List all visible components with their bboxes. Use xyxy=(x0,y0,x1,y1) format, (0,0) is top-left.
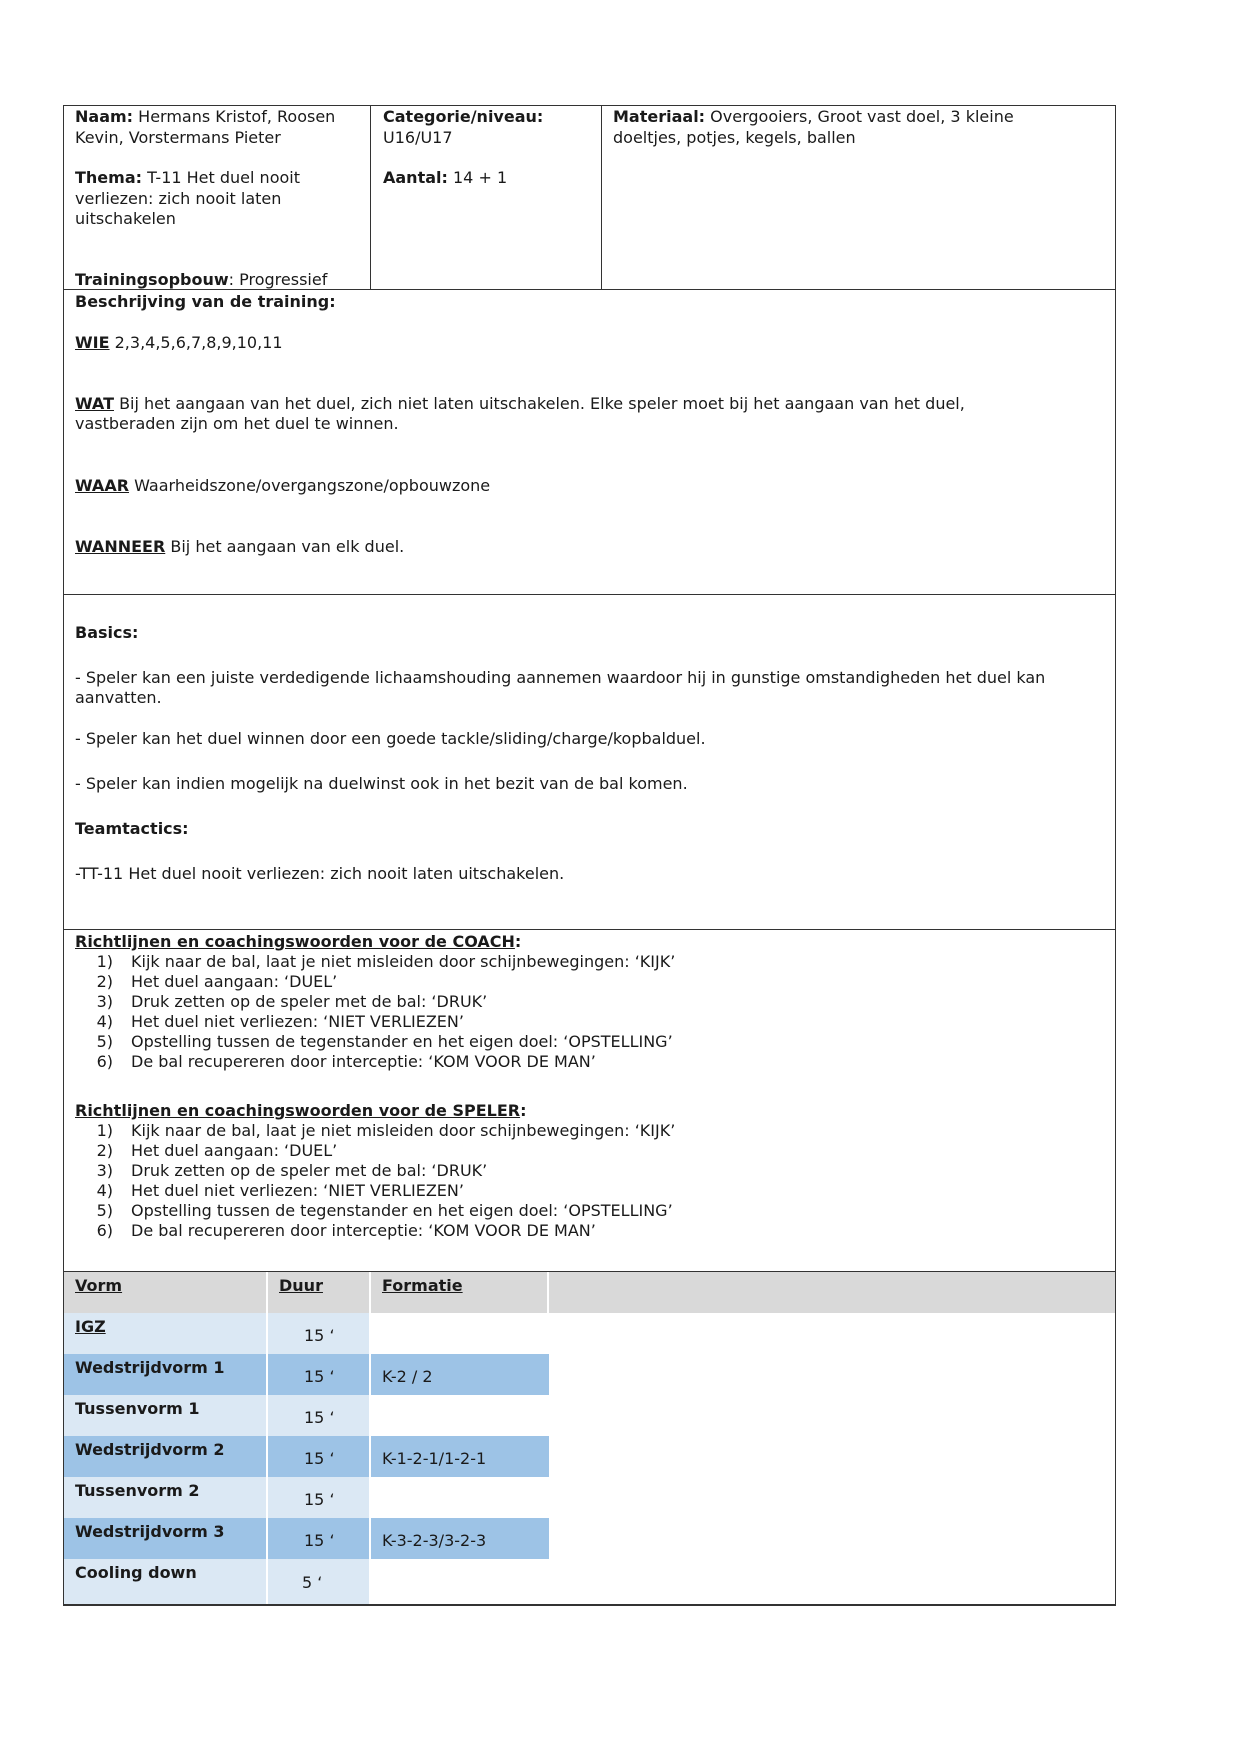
list-number: 5) xyxy=(96,1201,113,1220)
categorie-value: U16/U17 xyxy=(383,128,453,147)
schedule-row-duur: 15 ‘ xyxy=(268,1395,371,1436)
schedule-row-duur: 15 ‘ xyxy=(268,1354,371,1395)
schedule-row-duur: 15 ‘ xyxy=(268,1313,371,1354)
schedule-row-duur: 15 ‘ xyxy=(268,1436,371,1477)
aantal-field xyxy=(383,168,507,188)
schedule-header-duur: Duur xyxy=(268,1272,371,1313)
schedule-row-vorm: Wedstrijdvorm 3 xyxy=(64,1518,268,1559)
section-divider-2 xyxy=(63,594,1116,595)
list-number: 6) xyxy=(96,1052,113,1071)
schedule-row-vorm: Tussenvorm 2 xyxy=(64,1477,268,1518)
teamtactics-title: Teamtactics: xyxy=(75,819,189,838)
list-item xyxy=(75,1201,675,1221)
coach-list xyxy=(75,952,675,1072)
speler-title xyxy=(75,1101,527,1121)
aantal-value: 14 + 1 xyxy=(453,168,508,187)
list-text: Druk zetten op de speler met de bal: ‘DRUK’ xyxy=(131,992,488,1011)
list-item xyxy=(75,972,675,992)
basics-item-1-line1: - Speler kan een juiste verdedigende lichaamshouding aannemen waardoor hij in gunstige omstandigheden het duel kan xyxy=(75,668,1046,687)
schedule-row-formatie: K-2 / 2 xyxy=(371,1354,549,1395)
list-number: 5) xyxy=(96,1032,113,1051)
wat-row xyxy=(75,394,965,414)
list-item xyxy=(75,1032,675,1052)
materiaal-value-line2: doeltjes, potjes, kegels, ballen xyxy=(613,128,856,147)
materiaal-label: Materiaal: xyxy=(613,107,706,126)
naam-value-line1: Hermans Kristof, Roosen xyxy=(138,107,336,126)
section-divider-3 xyxy=(63,929,1116,930)
thema-field xyxy=(75,168,300,188)
speler-title-colon: : xyxy=(520,1101,527,1120)
naam-field xyxy=(75,107,335,127)
materiaal-field xyxy=(613,107,1014,127)
table-border-top xyxy=(63,105,1116,106)
list-item xyxy=(75,1221,675,1241)
wat-label: WAT xyxy=(75,394,114,413)
naam-label: Naam: xyxy=(75,107,134,126)
schedule-row-vorm: IGZ xyxy=(64,1313,268,1354)
list-item xyxy=(75,1181,675,1201)
aantal-label: Aantal: xyxy=(383,168,448,187)
list-text: De bal recupereren door interceptie: ‘KOM VOOR DE MAN’ xyxy=(131,1052,596,1071)
wie-label: WIE xyxy=(75,333,110,352)
trainingsopbouw-label: Trainingsopbouw xyxy=(75,270,229,289)
list-item xyxy=(75,952,675,972)
schedule-row-duur: 5 ‘ xyxy=(268,1559,371,1604)
list-text: Druk zetten op de speler met de bal: ‘DRUK’ xyxy=(131,1161,488,1180)
list-item xyxy=(75,992,675,1012)
schedule-header-vorm: Vorm xyxy=(64,1272,268,1313)
list-text: Het duel niet verliezen: ‘NIET VERLIEZEN’ xyxy=(131,1181,464,1200)
coach-title-text: Richtlijnen en coachingswoorden voor de COACH xyxy=(75,932,515,951)
basics-title: Basics: xyxy=(75,623,139,642)
list-number: 4) xyxy=(96,1181,113,1200)
beschrijving-title: Beschrijving van de training: xyxy=(75,292,336,311)
coach-title xyxy=(75,932,521,952)
list-text: Kijk naar de bal, laat je niet misleiden door schijnbewegingen: ‘KIJK’ xyxy=(131,952,676,971)
wie-row xyxy=(75,333,283,353)
list-text: Het duel aangaan: ‘DUEL’ xyxy=(131,972,338,991)
schedule-row-vorm: Tussenvorm 1 xyxy=(64,1395,268,1436)
coach-title-colon: : xyxy=(514,932,522,951)
basics-item-2: - Speler kan het duel winnen door een goede tackle/sliding/charge/kopbalduel. xyxy=(75,729,706,748)
header-divider-2 xyxy=(601,105,602,290)
list-number: 6) xyxy=(96,1221,113,1240)
list-item xyxy=(75,1052,675,1072)
wat-value-line2: vastberaden zijn om het duel te winnen. xyxy=(75,414,399,433)
schedule-row-formatie: K-3-2-3/3-2-3 xyxy=(371,1518,549,1559)
thema-value-line1: T-11 Het duel nooit xyxy=(147,168,300,187)
header-divider-1 xyxy=(370,105,371,290)
list-text: Het duel niet verliezen: ‘NIET VERLIEZEN’ xyxy=(131,1012,464,1031)
list-number: 3) xyxy=(96,992,113,1011)
thema-value-line2: verliezen: zich nooit laten xyxy=(75,189,282,208)
wanneer-row xyxy=(75,537,404,557)
list-text: Opstelling tussen de tegenstander en het eigen doel: ‘OPSTELLING’ xyxy=(131,1201,673,1220)
list-text: Kijk naar de bal, laat je niet misleiden door schijnbewegingen: ‘KIJK’ xyxy=(131,1121,676,1140)
list-number: 3) xyxy=(96,1161,113,1180)
list-number: 1) xyxy=(96,952,113,971)
trainingsopbouw-field xyxy=(75,270,327,290)
naam-value-line2: Kevin, Vorstermans Pieter xyxy=(75,128,281,147)
thema-value-line3: uitschakelen xyxy=(75,209,176,228)
basics-item-1-line2: aanvatten. xyxy=(75,688,162,707)
schedule-row-vorm: Cooling down xyxy=(64,1559,268,1604)
waar-value: Waarheidszone/overgangszone/opbouwzone xyxy=(134,476,491,495)
table-border-bottom xyxy=(63,1604,1116,1606)
list-number: 2) xyxy=(96,1141,113,1160)
waar-row xyxy=(75,476,490,496)
wanneer-value: Bij het aangaan van elk duel. xyxy=(170,537,405,556)
speler-title-text: Richtlijnen en coachingswoorden voor de SPELER xyxy=(75,1101,521,1120)
wat-value-line1: Bij het aangaan van het duel, zich niet laten uitschakelen. Elke speler moet bij het aangaan van het duel, xyxy=(119,394,965,413)
schedule-header-formatie: Formatie xyxy=(371,1272,549,1313)
list-item xyxy=(75,1121,675,1141)
list-item xyxy=(75,1161,675,1181)
basics-item-3: - Speler kan indien mogelijk na duelwinst ook in het bezit van de bal komen. xyxy=(75,774,688,793)
list-text: De bal recupereren door interceptie: ‘KOM VOOR DE MAN’ xyxy=(131,1221,596,1240)
schedule-row-duur: 15 ‘ xyxy=(268,1477,371,1518)
schedule-header-filler xyxy=(549,1272,1115,1313)
table-border-right xyxy=(1115,105,1116,1605)
list-item xyxy=(75,1141,675,1161)
schedule-row-duur: 15 ‘ xyxy=(268,1518,371,1559)
waar-label: WAAR xyxy=(75,476,130,495)
teamtactics-item: -TT-11 Het duel nooit verliezen: zich nooit laten uitschakelen. xyxy=(75,864,565,883)
list-text: Opstelling tussen de tegenstander en het eigen doel: ‘OPSTELLING’ xyxy=(131,1032,673,1051)
schedule-row-vorm: Wedstrijdvorm 1 xyxy=(64,1354,268,1395)
categorie-label: Categorie/niveau: xyxy=(383,107,544,126)
trainingsopbouw-value: : Progressief xyxy=(228,270,328,289)
materiaal-value-line1: Overgooiers, Groot vast doel, 3 kleine xyxy=(710,107,1014,126)
list-number: 4) xyxy=(96,1012,113,1031)
list-text: Het duel aangaan: ‘DUEL’ xyxy=(131,1141,338,1160)
schedule-row-vorm: Wedstrijdvorm 2 xyxy=(64,1436,268,1477)
list-number: 1) xyxy=(96,1121,113,1140)
thema-label: Thema: xyxy=(75,168,143,187)
wanneer-label: WANNEER xyxy=(75,537,166,556)
list-item xyxy=(75,1012,675,1032)
list-number: 2) xyxy=(96,972,113,991)
speler-list xyxy=(75,1121,675,1241)
wie-value: 2,3,4,5,6,7,8,9,10,11 xyxy=(114,333,283,352)
schedule-row-formatie: K-1-2-1/1-2-1 xyxy=(371,1436,549,1477)
